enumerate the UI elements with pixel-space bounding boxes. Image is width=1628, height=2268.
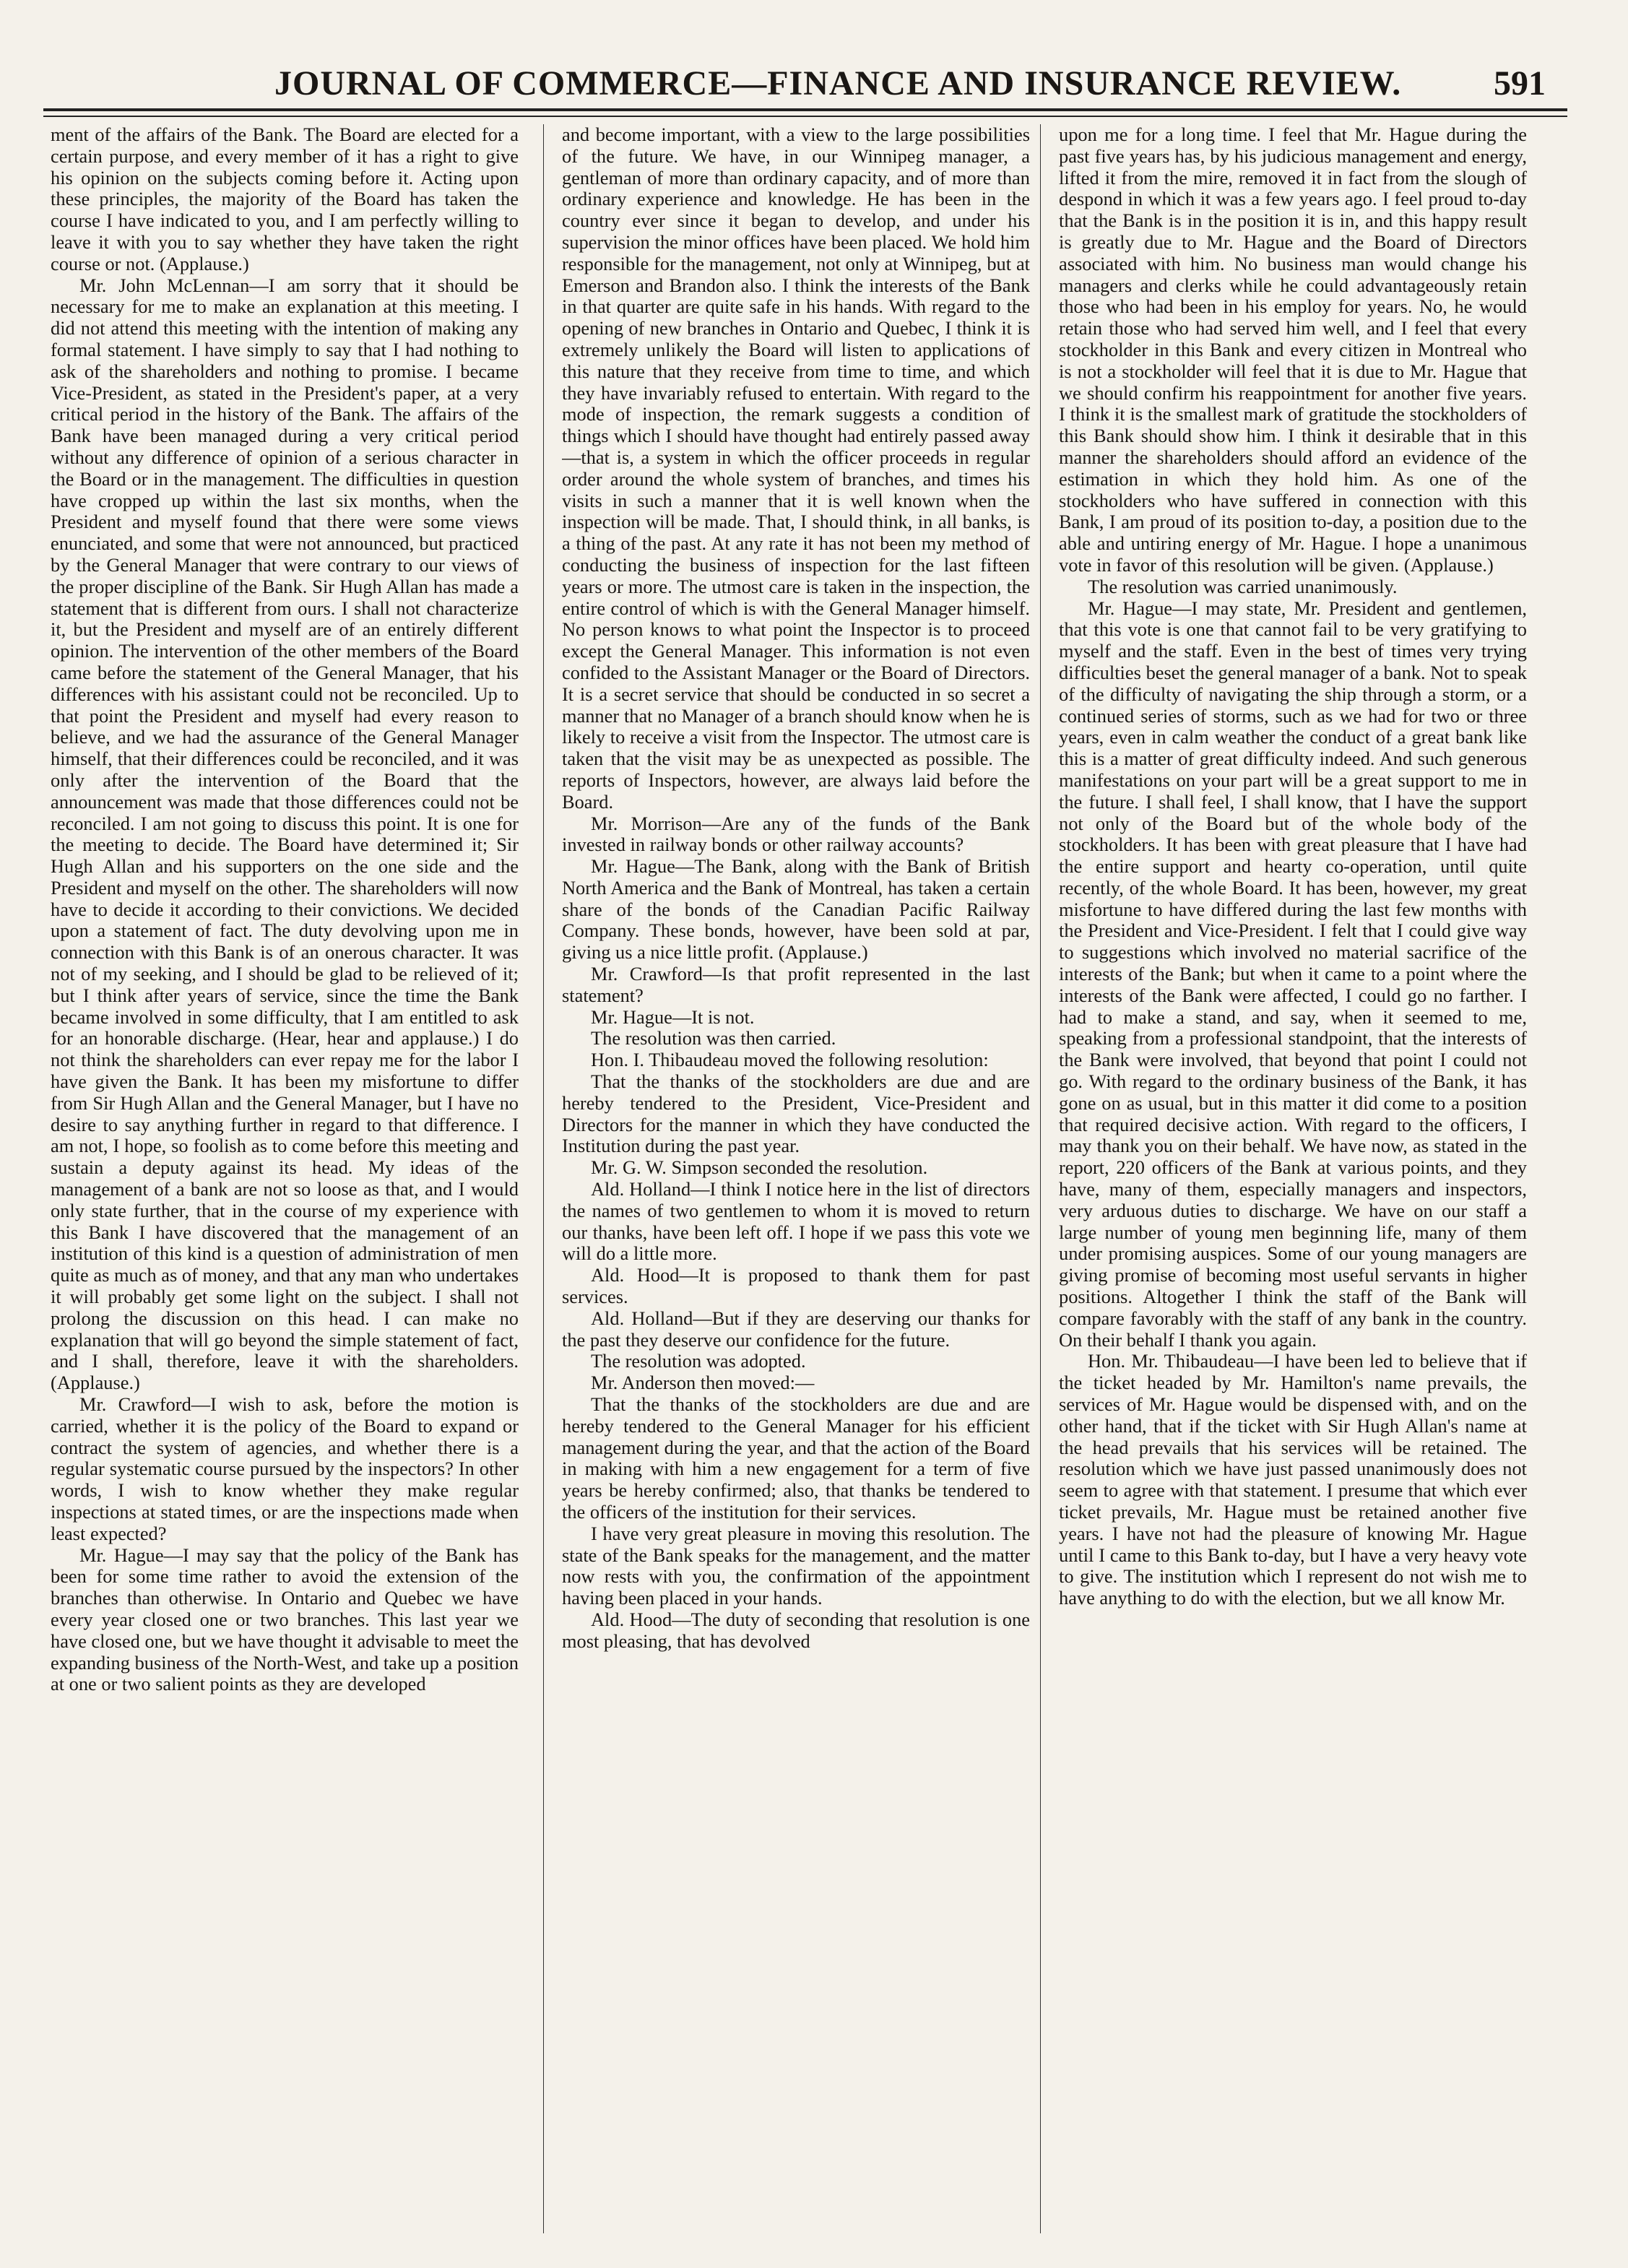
column-2 — [562, 124, 1030, 2233]
article-paragraph: That the thanks of the stockholders are due and are hereby tendered to the President, Vice-President and Directors for the manner in which they have conducted the Institution during the past year. — [562, 1070, 1030, 1157]
header-rule-thick — [43, 108, 1567, 111]
article-paragraph: Mr. Crawford—Is that profit represented in the last statement? — [562, 963, 1030, 1006]
article-paragraph: Mr. Hague—The Bank, along with the Bank of British North America and the Bank of Montreal, has taken a certain share of the bonds of the Canadian Pacific Railway Company. These bonds, however, have been sold at par, giving us a nice little profit. (Applause.) — [562, 855, 1030, 964]
article-paragraph: Mr. Anderson then moved:— — [591, 1372, 815, 1394]
article-paragraph: Ald. Holland—I think I notice here in the list of directors the names of two gentlemen to whom it is moved to return our thanks, have been left off. I hope if we pass this vote we will do a little more. — [562, 1178, 1030, 1265]
article-paragraph: Mr. Hague—I may state, Mr. President and gentlemen, that this vote is one that cannot fail to be very gratifying to myself and the staff. Even in the best of times very trying difficulties beset the general manager of a bank. Not to speak of the difficulty of navigating the ship through a storm, or a continued series of storms, such as we had for two or three years, even in calm weather the conduct of a great bank like this is a matter of great difficulty indeed. And such generous manifestations on your part will be a great support to me in the future. I shall feel, I shall know, that I have the support not only of the Board but of the whole body of the stockholders. It has been with great pleasure that I have had the entire support and hearty co-operation, until quite recently, of the whole Board. It has been, however, my great misfortune to have differed during the last few months with the President and Vice-President. I felt that I could give way to suggestions which involved no material sacrifice of the interests of the Bank; but when it came to a point where the interests of the Bank were affected, I could go no farther. I had to make a stand, and say, when it seemed to me, speaking from a professional standpoint, that the interests of the Bank were involved, that beyond that point I could not go. With regard to the ordinary business of the Bank, it has gone on as usual, but in this matter it did come to a position that required decisive action. With regard to the officers, I may thank you on their behalf. We have now, as stated in the report, 220 officers of the Bank at various points, and they have, many of them, especially managers and inspectors, very arduous duties to discharge. We have on our staff a large number of young men beginning life, many of them under promising auspices. Some of our young managers are giving promise of becoming most useful servants in higher positions. Altogether I think the staff of the Bank will compare favorably with the staff of any bank in the country. On their behalf I thank you again. — [1059, 597, 1527, 1351]
article-paragraph: Ald. Hood—The duty of seconding that resolution is one most pleasing, that has devolved — [562, 1608, 1030, 1652]
article-paragraph: Hon. I. Thibaudeau moved the following resolution: — [591, 1049, 989, 1071]
header-rule-thin — [43, 116, 1567, 117]
article-paragraph: Mr. John McLennan—I am sorry that it should be necessary for me to make an explanation at this meeting. I did not attend this meeting with the intention of making any formal statement. I have simply to say that I had nothing to ask of the shareholders and nothing to promise. I became Vice-President, as stated in the President's paper, at a very critical period in the history of the Bank. The affairs of the Bank have been managed during a very critical period without any difference of opinion of a serious character in the Board or in the management. The difficulties in question have cropped up within the last six months, when the President and myself found that there were some views enunciated, and some that were not announced, but practiced by the General Manager that were contrary to our views of the proper discipline of the Bank. Sir Hugh Allan has made a statement that is different from ours. I shall not characterize it, but the President and myself are of an entirely different opinion. The intervention of the other members of the Board came before the statement of the General Manager, that his differences with his assistant could not be reconciled. Up to that point the President and myself had every reason to believe, and we had the assurance of the General Manager himself, that their differences could be reconciled, and it was only after the intervention of the Board that the announcement was made that those differences could not be reconciled. I am not going to discuss this point. It is one for the meeting to decide. The Board have determined it; Sir Hugh Allan and his supporters on the one side and the President and myself on the other. The shareholders will now have to decide it according to their convictions. We decided upon a statement of fact. The duty devolving upon me in connection with this Bank is of an onerous character. It was not of my seeking, and I should be glad to be relieved of it; but I think after years of service, since the time the Bank became involved in some difficulty, that I am entitled to ask for an honorable discharge. (Hear, hear and applause.) I do not think the shareholders can ever repay me for the labor I have given the Bank. It has been my misfortune to differ from Sir Hugh Allan and the General Manager, but I have no desire to say anything further in regard to that difference. I am not, I hope, so foolish as to come before this meeting and sustain a deputy against its head. My ideas of the management of a bank are not so loose as that, and I would only state further, that in the course of my experience with this Bank I have discovered that the management of an institution of this kind is a question of administration of men quite as much as of money, and that any man who undertakes it will probably get some light on the subject. I shall not prolong the discussion on this head. I can make no explanation that will go beyond the simple statement of fact, and I shall, therefore, leave it with the shareholders. (Applause.) — [51, 274, 519, 1394]
column-3 — [1059, 124, 1527, 2233]
column-divider — [543, 124, 544, 2233]
article-paragraph: ment of the affairs of the Bank. The Board are elected for a certain purpose, and every member of it has a right to give his opinion on the subjects coming before it. Acting upon these principles, the majority of the Board has taken the course I have indicated to you, and I am perfectly willing to leave it with you to say whether they have taken the right course or not. (Applause.) — [51, 124, 519, 274]
article-paragraph: Mr. Crawford—I wish to ask, before the motion is carried, whether it is the policy of the Board to expand or contract the system of agencies, and whether there is a regular systematic course pursued by the inspectors? In other words, I wish to know whether they make regular inspections at stated times, or are the inspections made when least expected? — [51, 1393, 519, 1544]
article-paragraph: The resolution was carried unanimously. — [1088, 575, 1398, 597]
page-header — [43, 46, 1567, 111]
article-paragraph: Mr. Hague—I may say that the policy of the Bank has been for some time rather to avoid the extension of the branches than otherwise. In Ontario and Quebec we have every year closed one or two branches. This last year we have closed one, but we have thought it advisable to meet the expanding business of the North-West, and take up a position at one or two salient points as they are developed — [51, 1544, 519, 1695]
article-paragraph: Mr. G. W. Simpson seconded the resolution. — [591, 1156, 928, 1179]
article-paragraph: and become important, with a view to the large possibilities of the future. We have, in our Winnipeg manager, a gentleman of more than ordinary capacity, and of more than ordinary experience and knowledge. He has been in the country ever since it began to develop, and under his supervision the minor offices have been placed. We hold him responsible for the management, not only at Winnipeg, but at Emerson and Brandon also. I think the interests of the Bank in that quarter are quite safe in his hands. With regard to the opening of new branches in Ontario and Quebec, I think it is extremely unlikely the Board will listen to applications of this nature that they receive from time to time, and which they have invariably refused to entertain. With regard to the mode of inspection, the remark suggests a condition of things which I should have thought had entirely passed away—that is, a system in which the officer proceeds in regular order around the whole system of branches, and times his visits in such a manner that it is well known when the inspection will be made. That, I should think, in all banks, is a thing of the past. At any rate it has not been my method of conducting the business of inspection for the last fifteen years or more. The utmost care is taken in the inspection, the entire control of which is with the General Manager himself. No person knows to what point the Inspector is to proceed except the General Manager. This information is not even confided to the Assistant Manager or the Board of Directors. It is a secret service that should be conducted in so secret a manner that no Manager of a branch should know when he is likely to receive a visit from the Inspector. The utmost care is taken that the visit may be as unexpected as possible. The reports of Inspectors, however, are always laid before the Board. — [562, 124, 1030, 813]
article-paragraph: Ald. Holland—But if they are deserving our thanks for the past they deserve our confidence for the future. — [562, 1307, 1030, 1351]
article-paragraph: The resolution was adopted. — [591, 1350, 806, 1372]
page-number: 591 — [1494, 64, 1546, 103]
article-paragraph: Mr. Morrison—Are any of the funds of the Bank invested in railway bonds or other railway accounts? — [562, 812, 1030, 856]
article-paragraph: The resolution was then carried. — [591, 1027, 836, 1049]
article-paragraph: Hon. Mr. Thibaudeau—I have been led to believe that if the ticket headed by Mr. Hamilton's name prevails, the services of Mr. Hague would be dispensed with, and on the other hand, that if the ticket with Sir Hugh Allan's name at the head prevails that his services will be retained. The resolution which we have just passed unanimously does not seem to agree with that statement. I presume that which ever ticket prevails, Mr. Hague must be retained another five years. I have not had the pleasure of knowing Mr. Hague until I came to this Bank to-day, but I have a very heavy vote to give. The institution which I represent do not wish me to have anything to do with the election, but we all know Mr. — [1059, 1350, 1527, 1609]
article-paragraph: upon me for a long time. I feel that Mr. Hague during the past five years has, by his judicious management and energy, lifted it from the mire, removed it in fact from the slough of despond in which it was a few years ago. I feel proud to-day that the Bank is in the position it is in, and this happy result is greatly due to Mr. Hague and the Board of Directors associated with him. No business man would change his managers and clerks while he could advantageously retain those who had been in his employ for years. No, he would retain those who had served him well, and I feel that every stockholder in this Bank and every citizen in Montreal who is not a stockholder will feel that it is due to Mr. Hague that we should confirm his reappointment for another five years. I think it is the smallest mark of gratitude the stockholders of this Bank should show him. I think it desirable that in this manner the shareholders should afford an evidence of the estimation in which they hold him. As one of the stockholders who have suffered in connection with this Bank, I am proud of its position to-day, a position due to the able and untiring energy of Mr. Hague. I hope a unanimous vote in favor of this resolution will be given. (Applause.) — [1059, 124, 1527, 576]
article-paragraph: Ald. Hood—It is proposed to thank them for past services. — [562, 1264, 1030, 1308]
column-1 — [51, 124, 519, 2233]
running-title: JOURNAL OF COMMERCE—FINANCE AND INSURANCE REVIEW. — [274, 64, 1402, 103]
column-divider — [1040, 124, 1041, 2233]
article-paragraph: Mr. Hague—It is not. — [591, 1005, 755, 1028]
article-paragraph: I have very great pleasure in moving this resolution. The state of the Bank speaks for the management, and the matter now rests with you, the confirmation of the appointment having been placed in your hands. — [562, 1522, 1030, 1609]
article-paragraph: That the thanks of the stockholders are due and are hereby tendered to the General Manager for his efficient management during the year, and that the action of the Board in making with him a new engagement for a term of five years be hereby confirmed; also, that thanks be tendered to the officers of the institution for their services. — [562, 1393, 1030, 1523]
